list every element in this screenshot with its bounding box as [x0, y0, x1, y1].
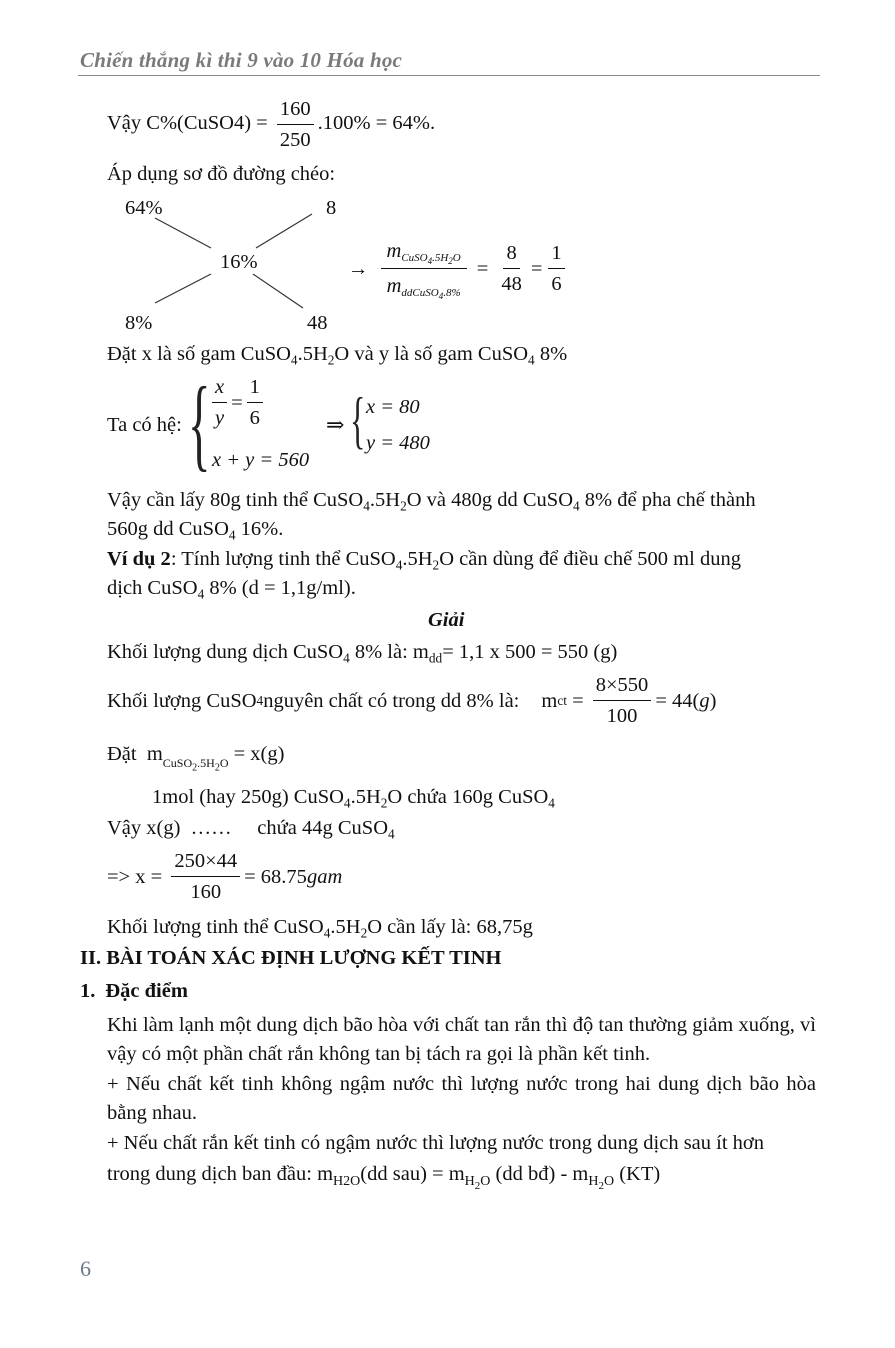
text: 8% là: m	[349, 641, 429, 663]
text: Khối lượng dung dịch CuSO	[107, 641, 344, 663]
sub: 4	[438, 290, 444, 301]
sub: 4	[363, 498, 370, 514]
m: m	[386, 240, 402, 262]
sub: 4	[228, 527, 236, 543]
example-label: Ví dụ 2	[107, 548, 171, 570]
text: (dd sau) =	[360, 1163, 449, 1185]
text: 16%.	[235, 518, 284, 540]
numerator: 160	[277, 96, 314, 125]
fraction	[498, 240, 525, 297]
denominator: 48	[501, 273, 522, 295]
solution-heading: Giải	[428, 609, 465, 631]
text: 560g dd CuSO	[107, 518, 229, 540]
text: 1mol (hay 250g) CuSO	[152, 786, 344, 808]
text: Vậy C%(CuSO4) =	[107, 112, 273, 135]
diagram-bottom-left: 8%	[125, 312, 153, 334]
numerator	[381, 238, 467, 269]
section-heading: II. BÀI TOÁN XÁC ĐỊNH LƯỢNG KẾT TINH	[80, 947, 502, 969]
solution-step-2: Khối lượng CuSO 4 nguyên chất có trong dd 8% là: m ct = $\frac{8\times 550}{100}$ = 44( g )	[107, 674, 717, 727]
text: 8% (d = 1,1g/ml).	[204, 577, 356, 599]
text: .5H	[297, 343, 328, 365]
equals: =	[231, 391, 243, 414]
sub: O	[603, 1173, 615, 1189]
numerator: 8	[503, 240, 519, 269]
denominator	[381, 269, 467, 299]
diagram-top-right: 8	[326, 197, 337, 219]
numerator: 8×550	[593, 672, 652, 701]
equation-2: x + y = 560	[212, 449, 310, 471]
subsection-number: 1.	[80, 980, 96, 1002]
sub: CuSO	[401, 251, 428, 264]
text: )	[709, 689, 717, 712]
paragraph-anhydrous: + Nếu chất kết tinh không ngậm nước thì lượng nước trong hai dung dịch bão hòa bằng nhau.	[107, 1073, 816, 1124]
sub: H	[464, 1173, 475, 1189]
text: = 1,1 x 500 = 550 (g)	[442, 641, 618, 663]
sub: 4	[323, 925, 331, 941]
denominator: 100	[606, 705, 638, 727]
text: => x =	[107, 865, 168, 888]
sub: O	[219, 756, 229, 771]
text: : Tính lượng tinh thể CuSO	[170, 548, 396, 570]
sub: H	[588, 1173, 599, 1189]
text: m	[541, 689, 558, 712]
fraction	[171, 848, 240, 905]
diagram-bottom-right: 48	[307, 312, 328, 334]
text: (KT)	[614, 1163, 661, 1185]
sub: O	[452, 251, 461, 264]
text: nguyên chất có trong dd 8% là:	[263, 689, 520, 712]
sub: 2	[432, 557, 440, 573]
numerator: x	[212, 374, 227, 403]
sub: 2	[448, 255, 453, 266]
sub: dd	[428, 650, 443, 666]
text: Đặt m	[107, 743, 163, 765]
denominator: 6	[551, 273, 562, 295]
sub: .5H	[197, 756, 215, 771]
equation-1	[212, 374, 267, 431]
fraction	[593, 672, 652, 729]
solution-step-4	[152, 785, 555, 809]
sub: 4	[573, 498, 580, 514]
sub: 2	[327, 352, 335, 368]
text: m	[572, 1163, 589, 1185]
subsection-heading	[80, 979, 188, 1003]
diagram-center: 16%	[220, 251, 258, 273]
denominator: 160	[190, 881, 222, 903]
text: O cần lấy là: 68,75g	[367, 916, 533, 938]
sub: 2	[598, 1179, 604, 1192]
text: Vậy cần lấy 80g tinh thể CuSO	[107, 489, 364, 511]
line-top-left	[155, 218, 211, 248]
sub: ddCuSO	[401, 286, 439, 299]
denominator: y	[215, 407, 225, 429]
solution-step-7	[107, 915, 533, 939]
sub: 2	[360, 925, 368, 941]
system-label: Ta có hệ:	[107, 414, 182, 436]
example-2-line-1	[107, 547, 741, 571]
line-bottom-left	[155, 274, 211, 303]
sub: 4	[388, 826, 395, 842]
m: m	[386, 275, 402, 297]
text: Khối lượng tinh thể CuSO	[107, 916, 324, 938]
solution-step-3	[107, 742, 285, 774]
result-y: y = 480	[366, 432, 430, 454]
subsection-title: Đặc điểm	[105, 980, 188, 1002]
line-bottom-right	[253, 274, 303, 308]
numerator: 250×44	[171, 848, 240, 877]
denominator: 6	[249, 407, 260, 429]
sub: 2	[400, 498, 407, 514]
text: (dd bđ) -	[490, 1163, 573, 1185]
text: .5H	[402, 548, 433, 570]
text: O và y là số gam CuSO	[334, 343, 529, 365]
line-top-right	[256, 214, 312, 248]
text: 8%	[534, 343, 568, 365]
text: trong dung dịch ban đầu:	[107, 1163, 312, 1185]
sub: CuSO	[162, 756, 193, 771]
text: Khối lượng CuSO	[107, 689, 257, 712]
text: 8% để pha chế thành	[579, 489, 756, 511]
solution-step-1	[107, 640, 617, 664]
result-x: x = 80	[366, 396, 420, 418]
sub: 2	[192, 762, 198, 774]
ratio-equation	[348, 238, 569, 299]
text: m	[317, 1163, 334, 1185]
text: m	[448, 1163, 465, 1185]
paragraph-hydrated: + Nếu chất rắn kết tinh có ngậm nước thì lượng nước trong dung dịch sau ít hơn	[107, 1132, 765, 1154]
equals: =	[530, 257, 543, 280]
sub: .8%	[443, 286, 461, 299]
mass-ratio-fraction	[381, 238, 467, 299]
text: .5H	[330, 916, 361, 938]
equals: =	[566, 689, 589, 712]
sub: 2	[380, 795, 388, 811]
text: O và 480g dd CuSO	[406, 489, 574, 511]
fraction	[548, 240, 564, 297]
text: O chứa 160g CuSO	[387, 786, 549, 808]
example-2-line-2	[107, 576, 356, 600]
sub: 4	[290, 352, 298, 368]
denominator: 250	[279, 129, 311, 151]
text: Đặt x là số gam CuSO	[107, 343, 291, 365]
sub: O	[480, 1173, 491, 1189]
sub: 4	[343, 795, 351, 811]
paragraph-characteristics: Khi làm lạnh một dung dịch bão hòa với chất tan rắn thì độ tan thường giảm xuống, vì vậy có một phần chất rắn không tan bị tách ra gọi là phần kết tinh.	[107, 1014, 816, 1065]
conclusion-line-1	[107, 488, 756, 512]
variable-definition	[107, 342, 567, 366]
equals: =	[476, 257, 489, 280]
sub: O	[350, 1173, 361, 1189]
sub: H	[333, 1173, 344, 1189]
fraction	[212, 374, 227, 431]
numerator: 1	[548, 240, 564, 269]
arrow-icon: →	[348, 257, 369, 280]
page-number: 6	[80, 1256, 91, 1281]
sub: 2	[214, 762, 220, 774]
sub: .5H	[432, 251, 449, 264]
water-mass-equation	[107, 1162, 661, 1192]
text: .5H	[369, 489, 401, 511]
text: = 44(	[655, 689, 700, 712]
running-header: Chiến thắng kì thi 9 vào 10 Hóa học	[80, 48, 403, 72]
text: .5H	[350, 786, 381, 808]
sub: 4	[528, 352, 535, 368]
sub: 4	[427, 255, 433, 266]
sub: 4	[548, 795, 555, 811]
sub: 4	[395, 557, 403, 573]
text: .100% = 64%.	[317, 112, 436, 135]
diagram-intro: Áp dụng sơ đồ đường chéo:	[107, 163, 336, 185]
unit: g	[699, 689, 710, 712]
sub: 4	[343, 650, 350, 666]
text: = 68.75	[244, 865, 307, 888]
solution-step-5	[107, 816, 395, 840]
unit: gam	[306, 865, 343, 888]
diagram-top-left: 64%	[125, 197, 163, 219]
text: = x(g)	[228, 743, 285, 765]
left-brace: {	[188, 366, 211, 481]
text: dịch CuSO	[107, 577, 198, 599]
solution-step-6	[107, 848, 342, 905]
text: O cần dùng để điều chế 500 ml dung	[439, 548, 741, 570]
sub: 2	[343, 1173, 351, 1189]
fraction	[247, 374, 263, 431]
numerator: 1	[247, 374, 263, 403]
sub: 4	[197, 586, 205, 602]
sub: 2	[474, 1179, 481, 1192]
result-brace: {	[350, 384, 366, 455]
conclusion-line-2	[107, 517, 283, 541]
text: Vậy x(g) …… chứa 44g CuSO	[107, 817, 388, 839]
implies-icon: ⇒	[326, 412, 345, 437]
